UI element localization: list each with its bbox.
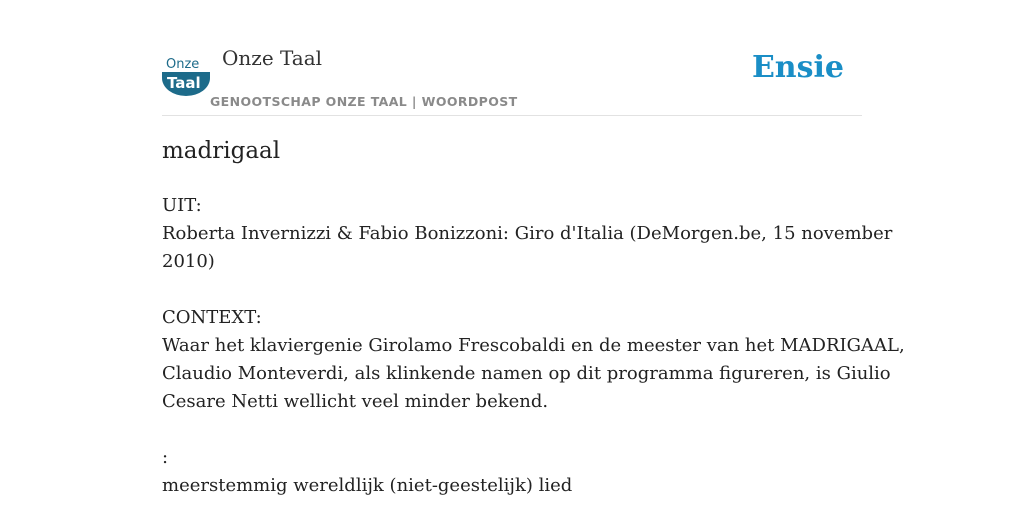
onze-taal-logo[interactable] <box>162 52 210 96</box>
entry-body <box>162 192 905 500</box>
header-divider <box>162 115 862 116</box>
logo-text-top: Onze <box>166 57 200 72</box>
context-line: Cesare Netti wellicht veel minder bekend. <box>162 391 549 412</box>
definition-label: : <box>162 447 169 468</box>
source-line: 2010) <box>162 251 215 272</box>
site-subtitle: GENOOTSCHAP ONZE TAAL | WOORDPOST <box>210 94 518 109</box>
context-line: Waar het klaviergenie Girolamo Frescobaldi en de meester van het MADRIGAAL, <box>162 335 905 356</box>
source-line: Roberta Invernizzi & Fabio Bonizzoni: Giro d'Italia (DeMorgen.be, 15 november <box>162 223 893 244</box>
context-label: CONTEXT: <box>162 307 262 328</box>
definition-text: meerstemmig wereldlijk (niet-geestelijk) lied <box>162 475 573 496</box>
logo-text-bottom: Taal <box>167 74 201 92</box>
ensie-brand-link[interactable]: Ensie <box>751 50 844 85</box>
site-header <box>162 44 862 116</box>
site-title[interactable]: Onze Taal <box>222 46 323 70</box>
entry-title: madrigaal <box>162 138 281 164</box>
page-container <box>162 0 905 512</box>
source-label: UIT: <box>162 195 202 216</box>
context-line: Claudio Monteverdi, als klinkende namen op dit programma figureren, is Giulio <box>162 363 891 384</box>
spacer <box>162 276 862 304</box>
spacer <box>162 416 862 444</box>
onze-taal-logo-icon <box>162 52 210 96</box>
